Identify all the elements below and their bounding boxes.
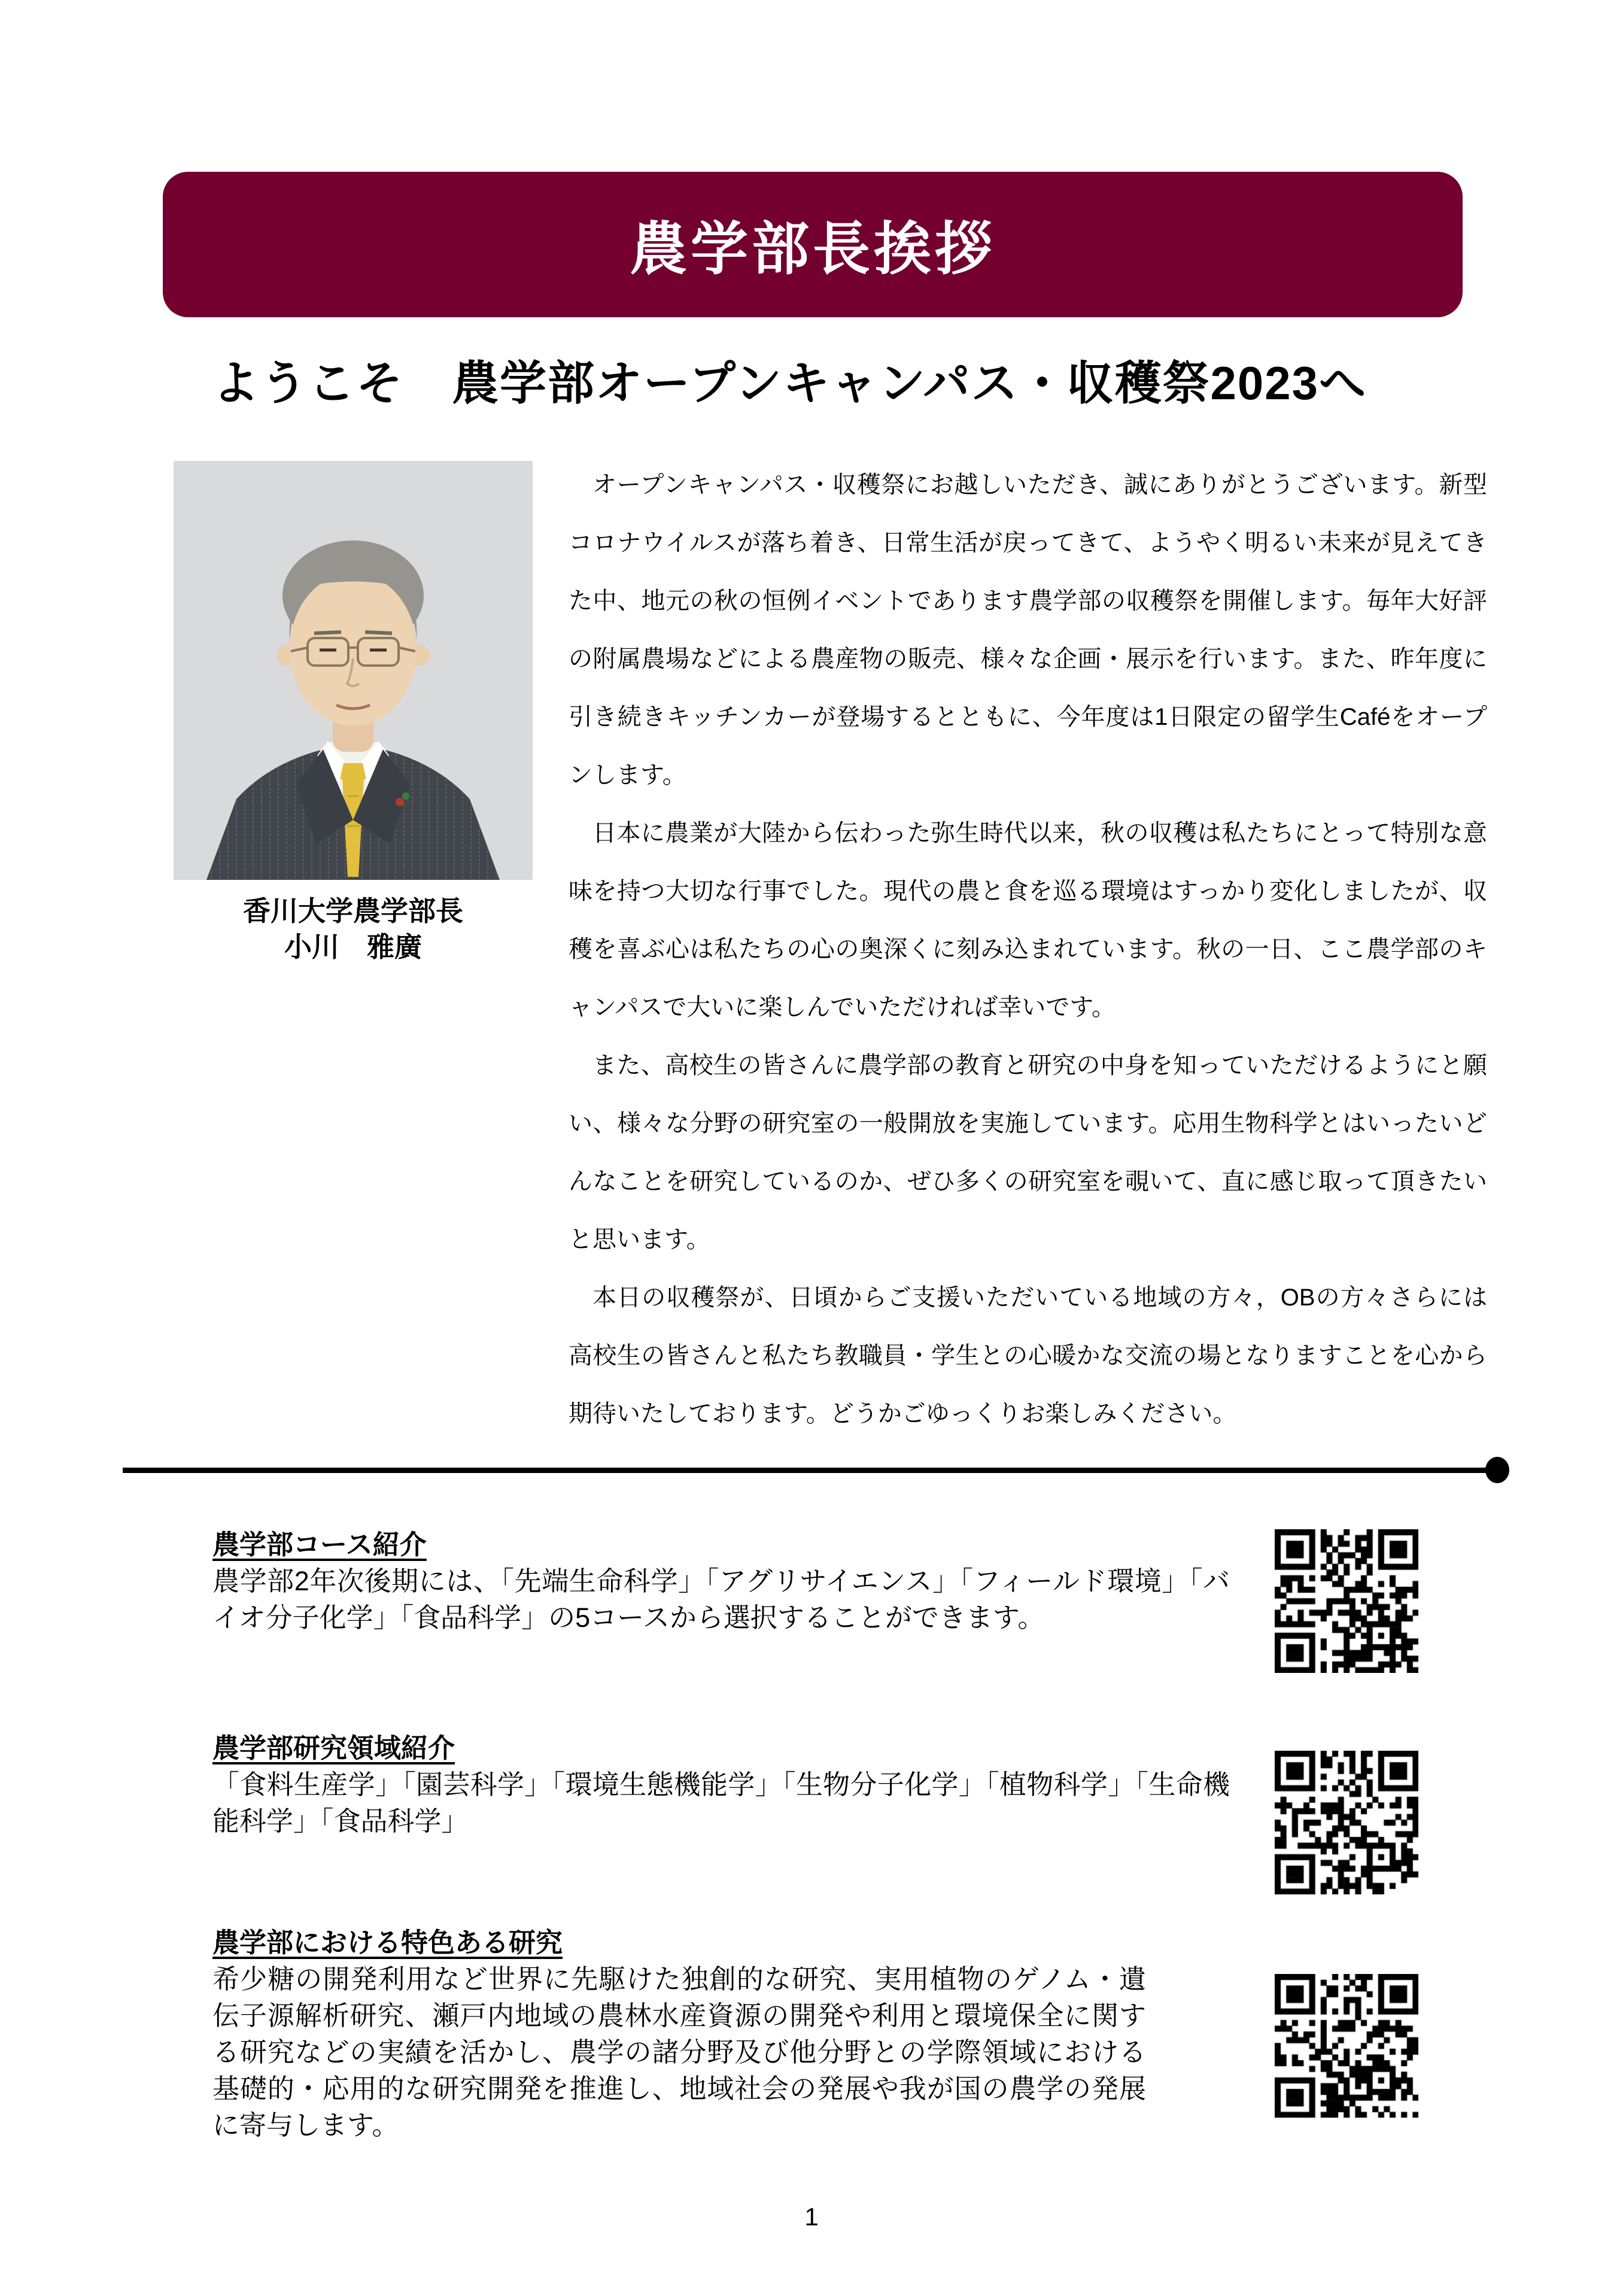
page-number: 1	[804, 2203, 819, 2231]
section-featured-research	[212, 1924, 1146, 2143]
section-featured-research-title: 農学部における特色ある研究	[212, 1927, 563, 1958]
dean-title: 香川大学農学部長	[243, 895, 463, 927]
page-banner	[163, 172, 1463, 317]
banner-title: 農学部長挨拶	[630, 217, 996, 281]
dean-portrait-illustration	[174, 461, 533, 880]
section-research-areas-body: 「食料生産学」「園芸科学」「環境生態機能学」「生物分子化学」「植物科学」「生命機能科学」「食品科学」	[212, 1769, 1230, 1836]
qr-code-research-areas	[1275, 1751, 1418, 1894]
section-course-intro-title: 農学部コース紹介	[212, 1529, 427, 1560]
greeting-text	[569, 456, 1487, 1443]
qr-code-featured-research	[1275, 1974, 1418, 2118]
section-research-areas	[212, 1730, 1230, 1839]
greeting-paragraph-3: また、高校生の皆さんに農学部の教育と研究の中身を知っていただけるようにと願い、様々な分野の研究室の一般開放を実施しています。応用生物科学とはいったいどんなことを研究しているのか、ぜひ多くの研究室を覗いて、直に感じ取って頂きたいと思います。	[569, 1052, 1487, 1253]
qr-code-course-intro	[1275, 1529, 1418, 1673]
greeting-paragraph-2: 日本に農業が大陸から伝わった弥生時代以来，秋の収穫は私たちにとって特別な意味を持つ大切な行事でした。現代の農と食を巡る環境はすっかり変化しましたが、収穫を喜ぶ心は私たちの心の奥深くに刻み込まれています。秋の一日、ここ農学部のキャンパスで大いに楽しんでいただければ幸いです。	[569, 820, 1487, 1021]
section-research-areas-title: 農学部研究領域紹介	[212, 1733, 455, 1763]
section-featured-research-body: 希少糖の開発利用など世界に先駆けた独創的な研究、実用植物のゲノム・遺伝子源解析研究、瀬戸内地域の農林水産資源の開発や利用と環境保全に関する研究などの実績を活かし、農学の諸分野及び他分野との学際領域における基礎的・応用的な研究開発を推進し、地域社会の発展や我が国の農学の発展に寄与します。	[212, 1964, 1146, 2140]
divider-line	[123, 1468, 1494, 1473]
section-course-intro-body: 農学部2年次後期には、「先端生命科学」「アグリサイエンス」「フィールド環境」「バイオ分子化学」「食品科学」の5コースから選択することができます。	[212, 1566, 1230, 1633]
welcome-heading: ようこそ 農学部オープンキャンパス・収穫祭2023へ	[212, 357, 1367, 409]
dean-caption	[174, 893, 533, 965]
divider-end-dot	[1485, 1457, 1509, 1483]
section-course-intro	[212, 1526, 1230, 1636]
dean-name: 小川 雅廣	[284, 931, 422, 962]
greeting-paragraph-4: 本日の収穫祭が、日頃からご支援いただいている地域の方々，OBの方々さらには高校生の皆さんと私たち教職員・学生との心暖かな交流の場となりますことを心から期待いたしております。どうかごゆっくりお楽しみください。	[569, 1284, 1487, 1427]
dean-photo	[174, 461, 533, 880]
greeting-paragraph-1: オープンキャンパス・収穫祭にお越しいただき、誠にありがとうございます。新型コロナウイルスが落ち着き、日常生活が戻ってきて、ようやく明るい未来が見えてきた中、地元の秋の恒例イベントであります農学部の収穫祭を開催します。毎年大好評の附属農場などによる農産物の販売、様々な企画・展示を行います。また、昨年度に引き続きキッチンカーが登場するとともに、今年度は1日限定の留学生Caféをオープンします。	[569, 472, 1487, 788]
